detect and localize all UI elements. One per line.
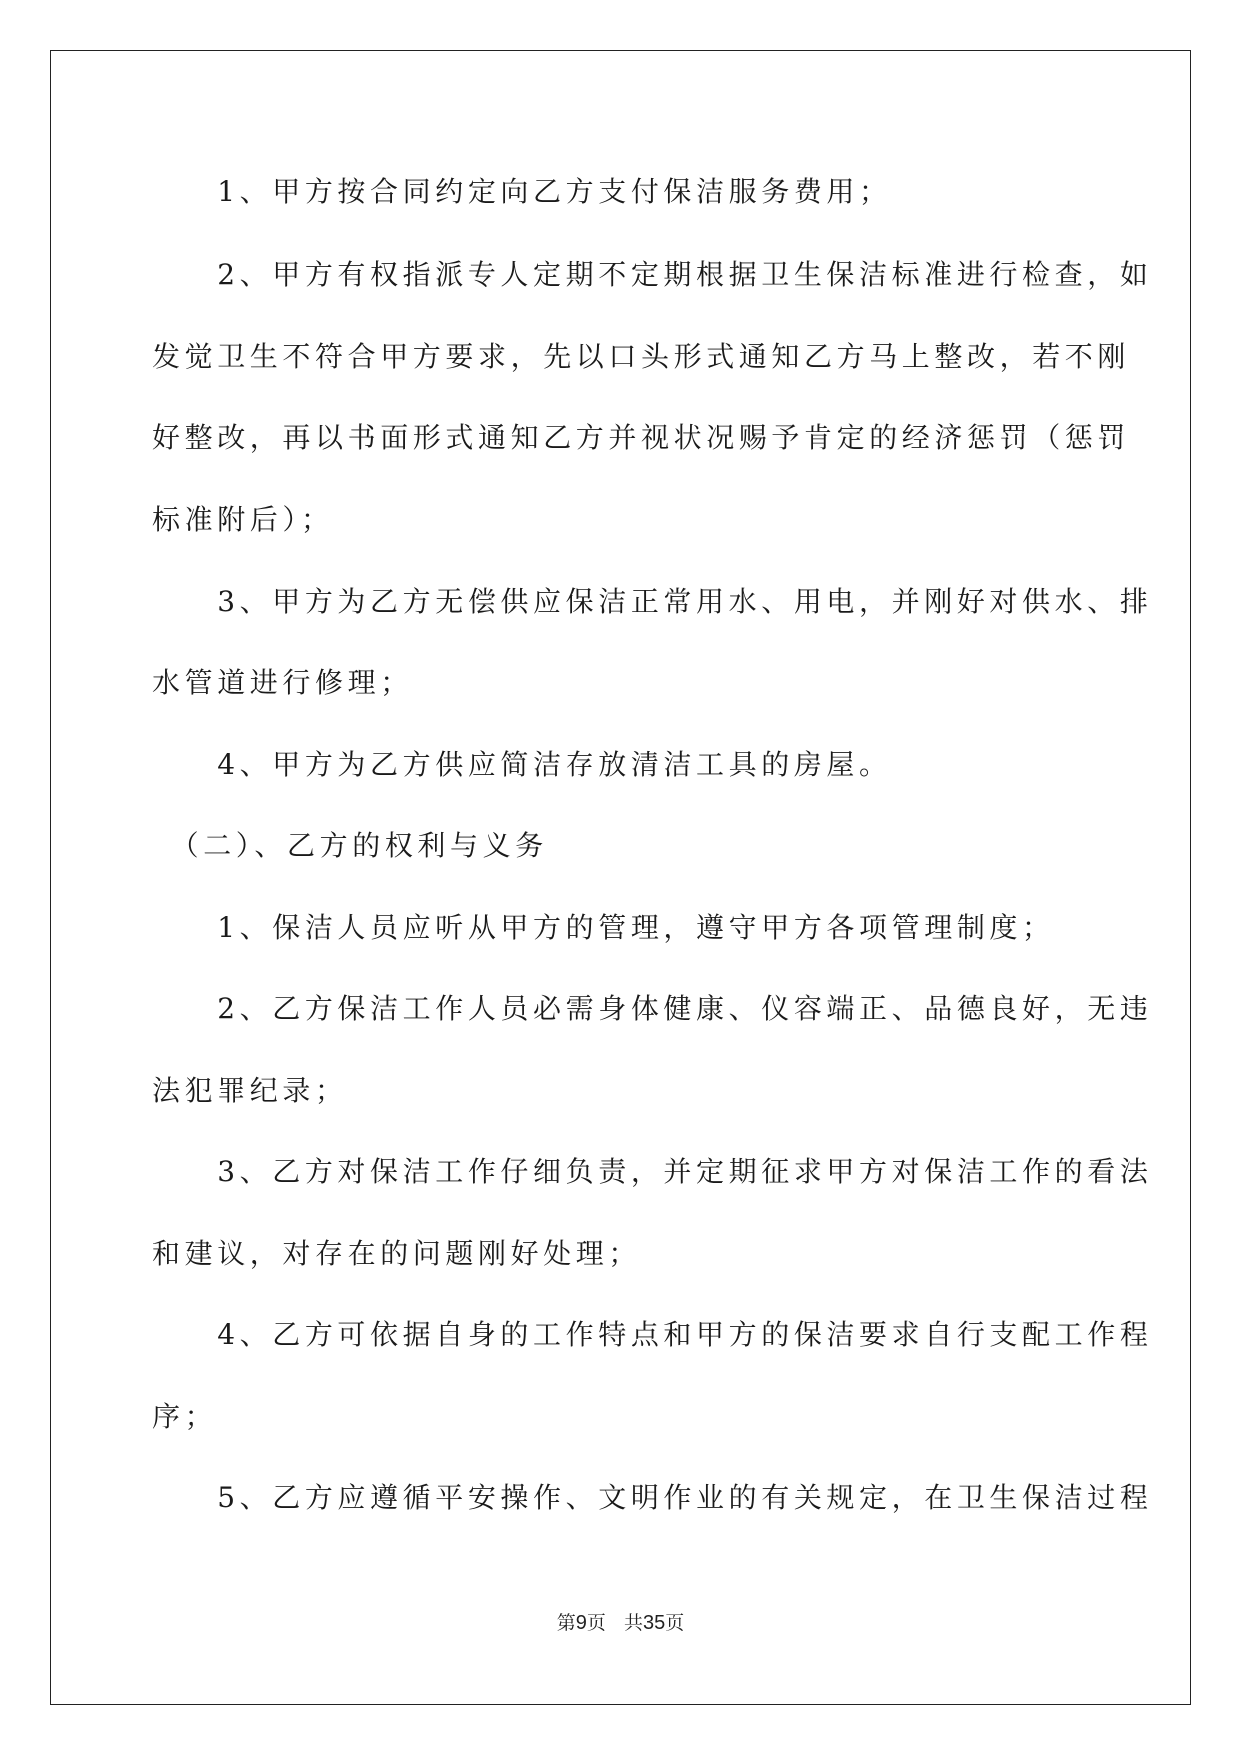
footer-total-suffix: 页 [665,1612,685,1634]
paragraph-line: 发觉卫生不符合甲方要求，先以口头形式通知乙方马上整改，若不刚 [152,340,1131,373]
total-pages: 35 [642,1612,666,1634]
paragraph-line: 1、保洁人员应听从甲方的管理，遵守甲方各项管理制度； [152,911,1055,944]
page-border [50,50,1191,1705]
paragraph-line: 好整改，再以书面形式通知乙方并视状况赐予肯定的经济惩罚（惩罚 [152,421,1131,454]
paragraph-line: 水管道进行修理； [152,666,413,699]
page-number: 9 [575,1612,587,1634]
paragraph-line: 标准附后）； [152,503,334,536]
paragraph-line: 4、甲方为乙方供应简洁存放清洁工具的房屋。 [152,748,892,781]
paragraph-line: 3、乙方对保洁工作仔细负责，并定期征求甲方对保洁工作的看法 [152,1155,1153,1188]
paragraph-line: 序； [152,1400,218,1433]
footer-total-prefix: 共 [623,1612,643,1634]
paragraph-line: 3、甲方为乙方无偿供应保洁正常用水、用电，并刚好对供水、排 [152,585,1153,618]
footer-prefix: 第 [556,1612,576,1634]
paragraph-line: 法犯罪纪录； [152,1074,348,1107]
paragraph-line: 4、乙方可依据自身的工作特点和甲方的保洁要求自行支配工作程 [152,1318,1153,1351]
paragraph-line: 2、甲方有权指派专人定期不定期根据卫生保洁标准进行检查，如 [152,258,1153,291]
paragraph-line: 和建议，对存在的问题刚好处理； [152,1237,642,1270]
section-heading: （二）、乙方的权利与义务 [152,829,548,862]
paragraph-line: 5、乙方应遵循平安操作、文明作业的有关规定，在卫生保洁过程 [152,1481,1153,1514]
paragraph-line: 1、甲方按合同约定向乙方支付保洁服务费用； [152,175,892,208]
paragraph-line: 2、乙方保洁工作人员必需身体健康、仪容端正、品德良好，无违 [152,992,1153,1025]
footer-page-suffix: 页 [586,1612,606,1634]
page-footer [0,1611,1241,1635]
